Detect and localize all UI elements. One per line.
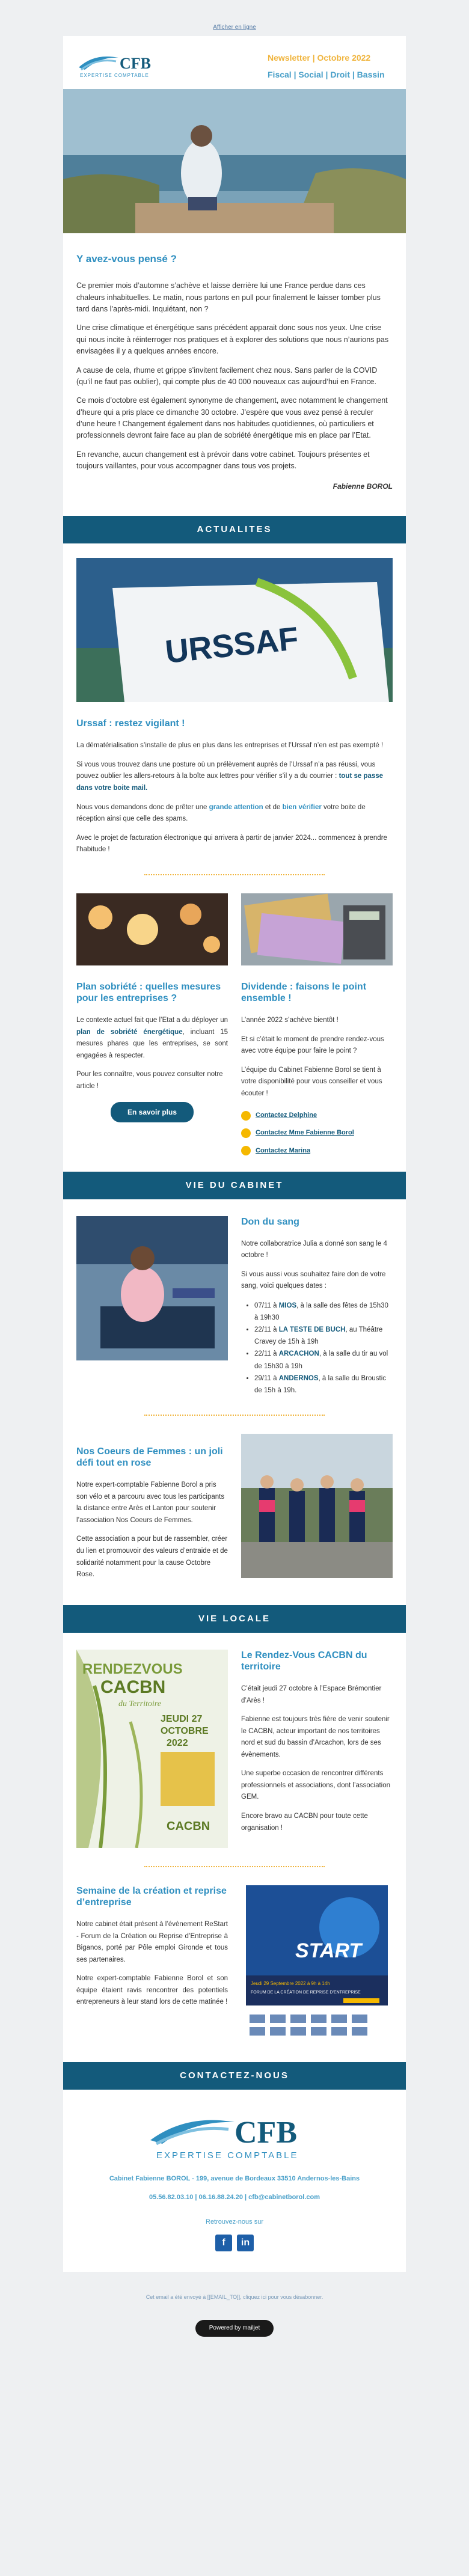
semaine-paragraph: Notre expert-comptable Fabienne Borol et son équipe étaient ravis rencontrer des potentiels entrepreneurs à leur stand lors de cette matinée ! (76, 1975, 228, 2006)
text: 29/11 à (254, 1374, 279, 1382)
intro-section (63, 233, 406, 516)
sobriete-paragraph (76, 1015, 228, 1062)
lightbulb-image (76, 893, 228, 965)
intro-paragraph: Une crise climatique et énergétique sans précédent apparait donc sous nos yeux. Une crise qui nous incite à réinterroger nos pratiques et à explorer des solutions que nous n’aurions pas envisagées il y a quelques années encore. (76, 323, 389, 356)
footer (63, 2090, 406, 2272)
svg-text:2022: 2022 (167, 1737, 188, 1748)
svg-text:START: START (295, 1939, 362, 1962)
urssaf-image (76, 558, 393, 702)
phone-icon (241, 1146, 251, 1155)
band-vie-cabinet: VIE DU CABINET (63, 1172, 406, 1199)
coeurs-title: Nos Coeurs de Femmes : un joli défi tout en rose (76, 1446, 223, 1469)
text: 22/11 à (254, 1326, 279, 1334)
urssaf-title: Urssaf : restez vigilant ! (76, 718, 185, 729)
footer-address: Cabinet Fabienne BOROL - 199, avenue de Bordeaux 33510 Andernos-les-Bains (109, 2174, 360, 2182)
cacbn-section (63, 1650, 406, 1848)
dividende-article (241, 981, 393, 1156)
don-image (76, 1216, 228, 1360)
urssaf-paragraph (76, 802, 393, 825)
coeurs-paragraph: Notre expert-comptable Fabienne Borol a pris son vélo et a parcouru avec tous les participants la distance entre Arès et Lanton pour soutenir l’association Nos Coeurs de Femmes. (76, 1481, 225, 1524)
text: , à la salle du tir au vol de 15h30 à 19h (254, 1350, 388, 1370)
text: , incluant 15 mesures phares que les entreprises, se sont engagées à respecter. (76, 1028, 228, 1059)
mailjet-badge[interactable]: Powered by mailjet (195, 2320, 274, 2337)
restart-poster (241, 1885, 393, 2042)
text: Le contexte actuel fait que l’Etat a du déployer un (76, 1017, 228, 1024)
cacbn-paragraph: Encore bravo au CACBN pour toute cette organisation ! (241, 1812, 368, 1832)
svg-text:EXPERTISE COMPTABLE: EXPERTISE COMPTABLE (80, 73, 149, 78)
cacbn-paragraph: Une superbe occasion de rencontrer différents professionnels et associations, dont l’association GEM. (241, 1770, 391, 1801)
text: 07/11 à (254, 1302, 279, 1309)
svg-text:FORUM DE LA CRÉATION DE REPRIS: FORUM DE LA CRÉATION DE REPRISE D’ENTREPRISE (251, 1990, 361, 1995)
intro-title: Y avez-vous pensé ? (76, 253, 177, 265)
place: ANDERNOS (278, 1374, 319, 1382)
emphasis: grande attention (209, 803, 263, 811)
coeurs-section (63, 1434, 406, 1581)
contact-borol-link[interactable]: Contactez Mme Fabienne Borol (256, 1129, 354, 1137)
urssaf-article (63, 702, 406, 856)
semaine-section (63, 1885, 406, 2042)
newsletter-header (63, 36, 406, 89)
view-online-link[interactable]: Afficher en ligne (213, 24, 256, 31)
svg-text:URSSAF: URSSAF (163, 620, 301, 671)
band-contact: CONTACTEZ-NOUS (63, 2062, 406, 2090)
footer-contacts[interactable]: 05.56.82.03.10 | 06.16.88.24.20 | cfb@cabinetborol.com (149, 2193, 320, 2201)
intro-paragraph: Ce premier mois d’automne s’achève et laisse derrière lui une France perdue dans ces chaleurs inhabituelles. Le matin, nous partons en pull pour finalement le laisser tomber plus tard dans l’après-midi. Inquiétant, non ? (76, 281, 381, 314)
band-vie-locale: VIE LOCALE (63, 1605, 406, 1633)
urssaf-paragraph (76, 759, 393, 795)
text: et de (263, 803, 283, 811)
images-row (63, 893, 406, 965)
text: , au Théâtre Cravey de 15h à 19h (254, 1326, 383, 1346)
social-links (76, 2235, 393, 2251)
dividende-title: Dividende : faisons le point ensemble ! (241, 981, 367, 1003)
dividende-paragraph: L’équipe du Cabinet Fabienne Borol se tient à votre disponibilité pour vous conseiller et vous écouter ! (241, 1066, 382, 1097)
semaine-paragraph: Notre cabinet était présent à l’évènement ReStart - Forum de la Création ou Reprise d’Entreprise à Biganos, porté par Pôle emploi Gironde et tous ses partenaires. (76, 1921, 228, 1963)
phone-icon (241, 1128, 251, 1138)
place: LA TESTE DE BUCH (278, 1326, 346, 1334)
don-section (63, 1216, 406, 1397)
svg-text:CACBN: CACBN (100, 1677, 166, 1697)
sobriete-article (76, 981, 228, 1156)
band-actualites: ACTUALITES (63, 516, 406, 543)
text: 22/11 à (254, 1350, 279, 1358)
svg-text:JEUDI 27: JEUDI 27 (161, 1713, 203, 1724)
unsubscribe-text[interactable]: Cet email a été envoyé à [[EMAIL_TO]], cliquez ici pour vous désabonner. (146, 2293, 323, 2300)
actus-columns (63, 981, 406, 1156)
cacbn-title: Le Rendez-Vous CACBN du territoire (241, 1650, 367, 1672)
intro-paragraph: En revanche, aucun changement est à prévoir dans votre cabinet. Toujours présentes et toujours vaillantes, pour vous accompagner dans tous vos projets. (76, 450, 370, 471)
cfb-logo (76, 49, 165, 81)
contact-item (241, 1128, 393, 1138)
coeurs-paragraph: Cette association a pour but de rassembler, créer du lien et promouvoir des valeurs d’entraide et de solidarité notamment pour la cause Octobre Rose. (76, 1535, 228, 1579)
newsletter-title (268, 52, 406, 81)
place: ARCACHON (278, 1350, 319, 1358)
don-paragraph: Notre collaboratrice Julia a donné son sang le 4 octobre ! (241, 1240, 387, 1259)
text: votre boite de réception ainsi que celle des spams. (76, 803, 366, 823)
emphasis: bien vérifier (282, 803, 322, 811)
cacbn-paragraph: C’était jeudi 27 octobre à l’Espace Brémontier d’Arès ! (241, 1685, 382, 1704)
date-item (254, 1348, 393, 1372)
dividende-paragraph: L’année 2022 s’achève bientôt ! (241, 1017, 339, 1024)
intro-paragraph: A cause de cela, rhume et grippe s’invitent facilement chez nous. Sans parler de la COVID (qu’il ne faut pas oublier), qui compte plus de 40 000 nouveaux cas aujourd’hui en France. (76, 366, 378, 386)
date-item (254, 1324, 393, 1348)
contact-item (241, 1146, 393, 1156)
don-article (241, 1216, 393, 1397)
emphasis: tout se passe dans votre boite mail. (76, 772, 384, 792)
svg-text:OCTOBRE: OCTOBRE (161, 1725, 209, 1736)
urssaf-paragraph: Avec le projet de facturation électronique qui arrivera à partir de janvier 2024... commencez à prendre l’habitude ! (76, 834, 387, 854)
cfb-logo-large (144, 2109, 325, 2165)
read-more-button[interactable]: En savoir plus (111, 1102, 194, 1122)
sobriete-title: Plan sobriété : quelles mesures pour les entreprises ? (76, 981, 221, 1003)
cacbn-paragraph: Fabienne est toujours très fière de venir soutenir le CACBN, acteur important de nos territoires nord et sud du bassin d’Arcachon, lors de ses évènements. (241, 1716, 390, 1758)
contact-delphine-link[interactable]: Contactez Delphine (256, 1112, 317, 1119)
dates-list (254, 1300, 393, 1397)
signature: Fabienne BOROL (333, 482, 393, 491)
date-item (254, 1372, 393, 1397)
dividende-paragraph: Et si c’était le moment de prendre rendez-vous avec votre équipe pour faire le point ? (241, 1035, 384, 1055)
emphasis: plan de sobriété énergétique (76, 1028, 183, 1036)
text: , à la salle des fêtes de 15h30 à 19h30 (254, 1302, 388, 1322)
sobriete-paragraph: Pour les connaître, vous pouvez consulter notre article ! (76, 1071, 223, 1090)
phone-icon (241, 1111, 251, 1121)
newsletter-topics: Fiscal | Social | Droit | Bassin (268, 69, 385, 79)
newsletter-date: Newsletter | Octobre 2022 (268, 53, 371, 63)
don-paragraph: Si vous aussi vous souhaitez faire don de votre sang, voici quelques dates : (241, 1270, 386, 1290)
text: Nous vous demandons donc de prêter une (76, 803, 209, 811)
svg-text:EXPERTISE COMPTABLE: EXPERTISE COMPTABLE (156, 2150, 299, 2161)
svg-text:Jeudi 29 Septembre 2022 à 9h à: Jeudi 29 Septembre 2022 à 9h à 14h (251, 1980, 330, 1986)
svg-text:CFB: CFB (120, 55, 151, 72)
semaine-article (76, 1885, 228, 2042)
coeurs-article (76, 1434, 228, 1581)
contact-marina-link[interactable]: Contactez Marina (256, 1146, 311, 1154)
intro-paragraph: Ce mois d’octobre est également synonyme de changement, avec notamment le changement d’heure qui a pris place ce dimanche 30 octobre. J’espère que vous avez pensé à reculer d’une heure ! Changement également dans nos habitudes quotidiennes, où particuliers et professionnels devront faire face au plan de sobriété énergétique mis en place par l’Etat. (76, 396, 388, 440)
cacbn-article (241, 1650, 393, 1848)
contact-item (241, 1110, 393, 1121)
svg-text:du Territoire: du Territoire (118, 1699, 161, 1709)
hero-image (63, 89, 406, 233)
divider (144, 1415, 325, 1416)
svg-text:CFB: CFB (234, 2115, 297, 2150)
don-title: Don du sang (241, 1216, 299, 1227)
semaine-title: Semaine de la création et reprise d’entreprise (76, 1885, 227, 1908)
text: Si vous vous trouvez dans une posture où un prélèvement auprès de l’Urssaf n’a pas réussi, vous pouvez oublier les allers-retours à la boîte aux lettres pour vérifier s’il y a du courrier : (76, 760, 376, 780)
date-item (254, 1300, 393, 1324)
follow-label: Retrouvez-nous sur (206, 2218, 263, 2226)
place: MIOS (278, 1302, 297, 1309)
email-body (63, 36, 406, 2272)
text: , à la salle du Broustic de 15h à 19h. (254, 1374, 387, 1394)
coeurs-image (241, 1434, 393, 1578)
divider (144, 1866, 325, 1867)
linkedin-icon[interactable]: in (237, 2235, 254, 2251)
divider (144, 874, 325, 875)
svg-text:CACBN: CACBN (167, 1819, 210, 1833)
facebook-icon[interactable]: f (215, 2235, 232, 2251)
top-bar (0, 0, 469, 36)
svg-text:RENDEZVOUS: RENDEZVOUS (82, 1660, 183, 1677)
cacbn-poster (76, 1650, 228, 1848)
money-image (241, 893, 393, 965)
urssaf-paragraph: La dématérialisation s’installe de plus en plus dans les entreprises et l’Urssaf n’en est pas exempté ! (76, 742, 384, 750)
